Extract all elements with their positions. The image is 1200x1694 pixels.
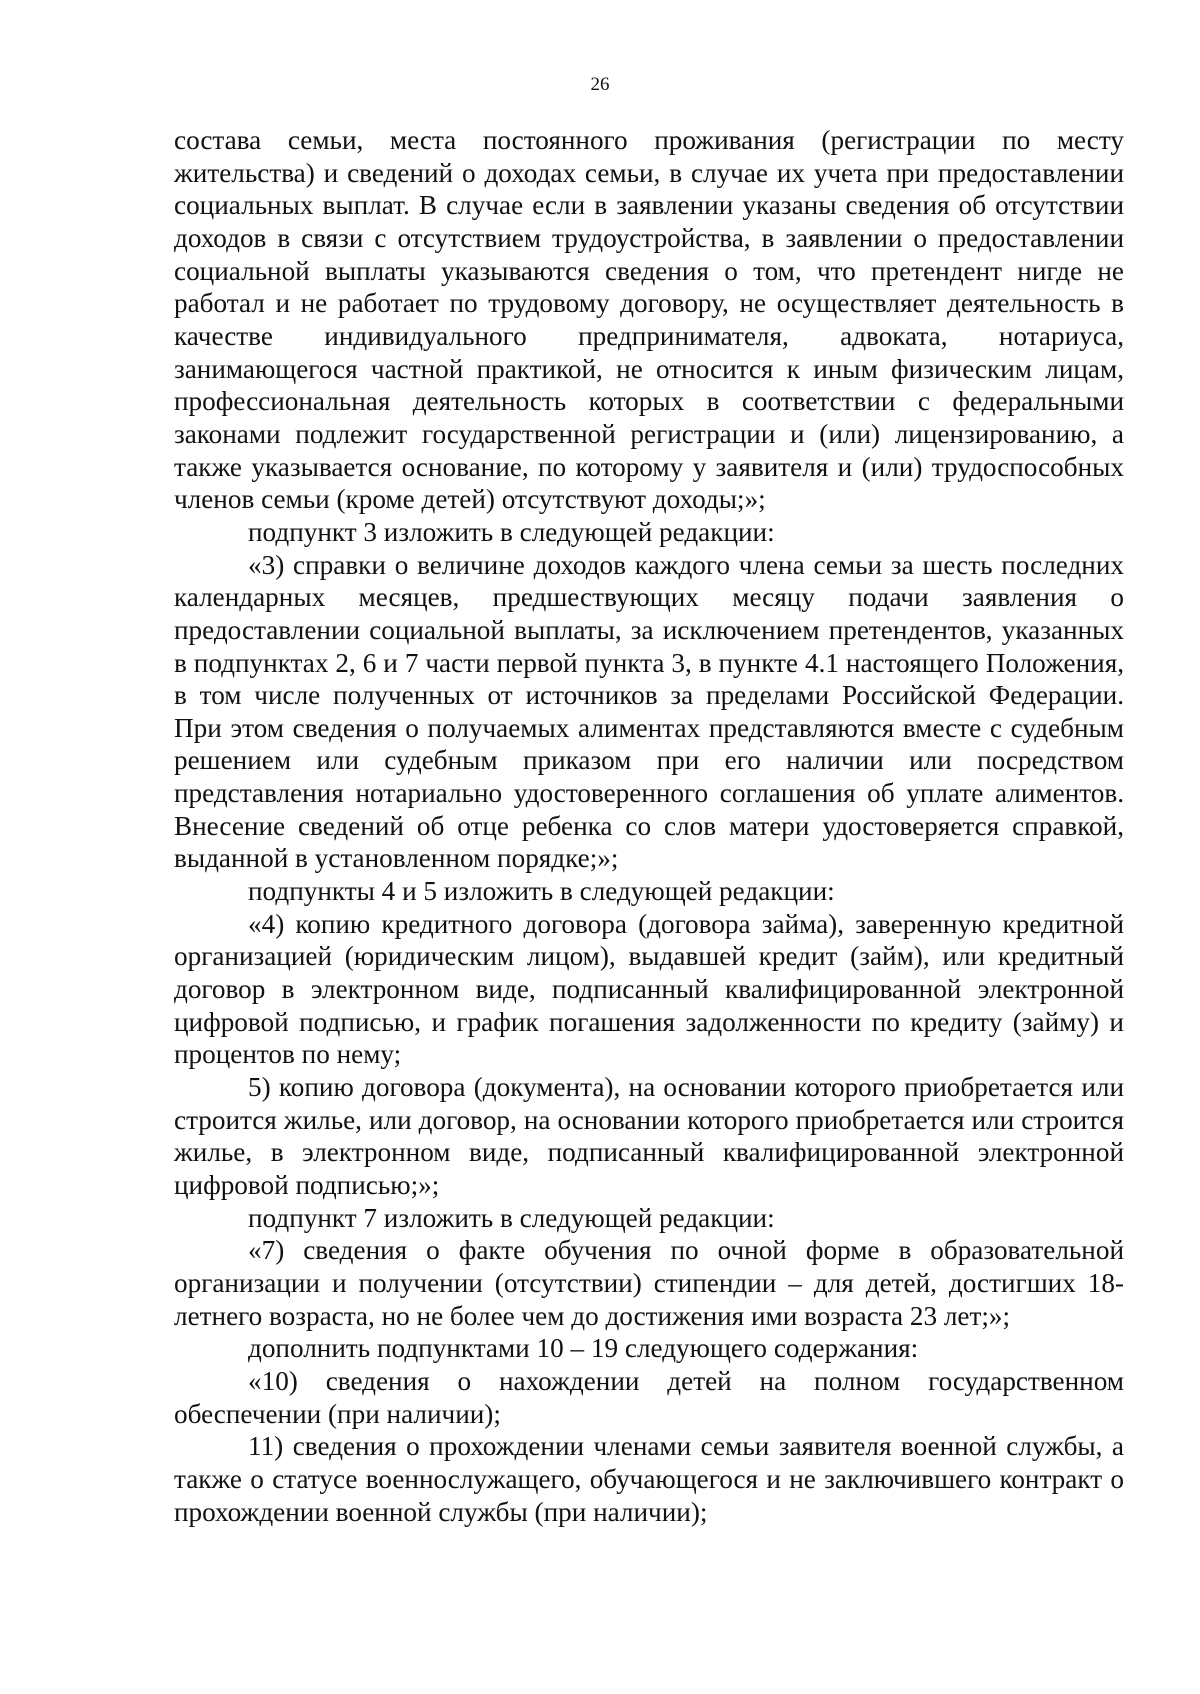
paragraph-continuation: состава семьи, места постоянного проживания (регистрации по месту жительства) и сведений о доходах семьи, в случае их учета при предоставлении социальных выплат. В случае если в заявлении указаны сведения об отсутствии доходов в связи с отсутствием трудоустройства, в заявлении о предоставлении социальной выплаты указываются сведения о том, что претендент нигде не работал и не работает по трудовому договору, не осуществляет деятельность в качестве индивидуального предпринимателя, адвоката, нотариуса, занимающегося частной практикой, не относится к иным физическим лицам, профессиональная деятельность которых в соответствии с федеральными законами подлежит государственной регистрации и (или) лицензированию, а также указывается основание, по которому у заявителя и (или) трудоспособных членов семьи (кроме детей) отсутствуют доходы;»;	[174, 125, 1124, 515]
paragraph-subpoint-4: «4) копию кредитного договора (договора займа), заверенную кредитной организацией (юридическим лицом), выдавшей кредит (займ), или кредитный договор в электронном виде, подписанный квалифицированной электронной цифровой подписью, и график погашения задолженности по кредиту (займу) и процентов по нему;	[174, 908, 1124, 1070]
page-number: 26	[590, 74, 610, 95]
paragraph-subpoint-7-instruction: подпункт 7 изложить в следующей редакции:	[248, 1202, 775, 1233]
paragraph-subpoint-5: 5) копию договора (документа), на основании которого приобретается или строится жилье, или договор, на основании которого приобретается или строится жилье, в электронном виде, подписанный квалифицированной электронной цифровой подписью;»;	[174, 1072, 1124, 1200]
paragraph-subpoint-7: «7) сведения о факте обучения по очной форме в образовательной организации и получении (отсутствии) стипендии – для детей, достигших 18-летнего возраста, но не более чем до достижения ими возраста 23 лет;»;	[174, 1235, 1124, 1331]
paragraph-subpoint-11: 11) сведения о прохождении членами семьи заявителя военной службы, а также о статусе военнослужащего, обучающегося и не заключившего контракт о прохождении военной службы (при наличии);	[174, 1431, 1124, 1527]
paragraph-subpoint-3: «3) справки о величине доходов каждого члена семьи за шесть последних календарных месяцев, предшествующих месяцу подачи заявления о предоставлении социальной выплаты, за исключением претендентов, указанных в подпунктах 2, 6 и 7 части первой пункта 3, в пункте 4.1 настоящего Положения, в том числе полученных от источников за пределами Российской Федерации. При этом сведения о получаемых алиментах представляются вместе с судебным решением или судебным приказом при его наличии или посредством представления нотариально удостоверенного соглашения об уплате алиментов. Внесение сведений об отце ребенка со слов матери удостоверяется справкой, выданной в установленном порядке;»;	[174, 549, 1124, 874]
document-body	[174, 124, 1124, 1528]
paragraph-subpoint-3-instruction: подпункт 3 изложить в следующей редакции:	[248, 516, 775, 547]
paragraph-subpoints-10-19-instruction: дополнить подпунктами 10 – 19 следующего содержания:	[248, 1333, 919, 1364]
paragraph-subpoints-4-5-instruction: подпункты 4 и 5 изложить в следующей редакции:	[248, 876, 835, 907]
paragraph-subpoint-10: «10) сведения о нахождении детей на полном государственном обеспечении (при наличии);	[174, 1365, 1124, 1429]
